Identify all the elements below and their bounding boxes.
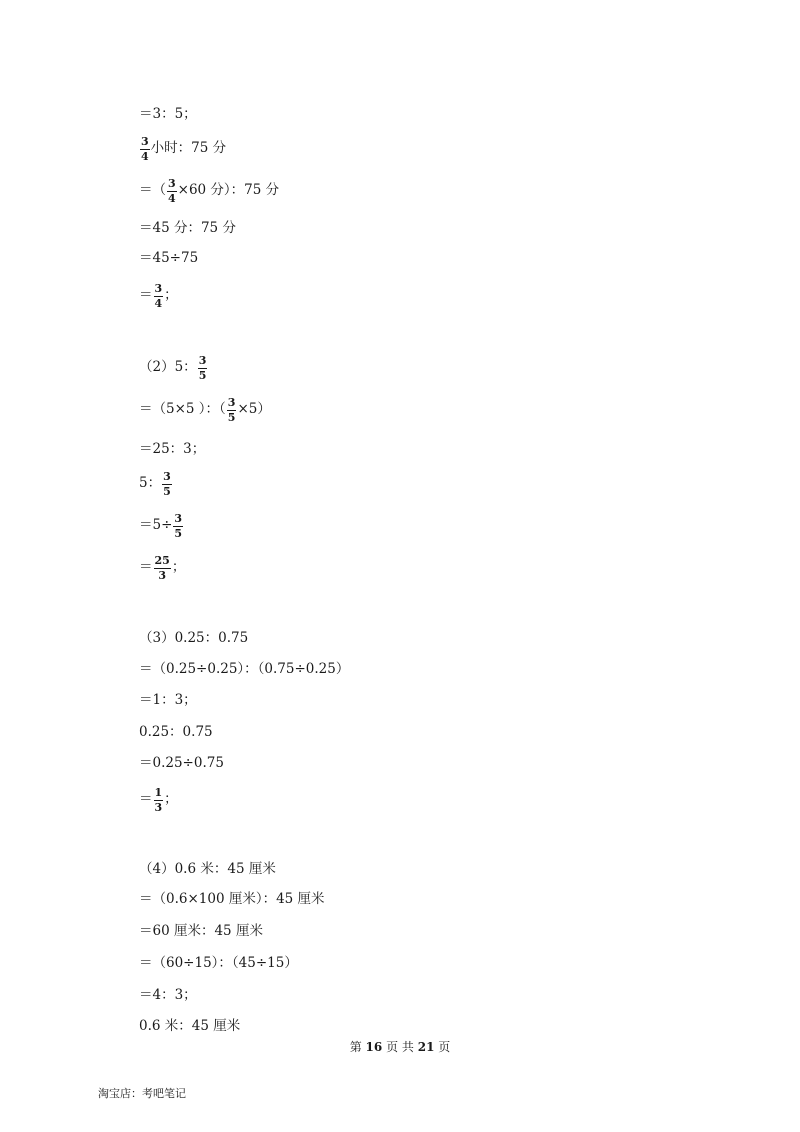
step-line: ＝45 分：75 分 — [139, 220, 236, 236]
fraction: $\frac{3}{5}$ — [174, 512, 183, 540]
shop-label: 淘宝店：考吧笔记 — [98, 1087, 186, 1100]
step-line: ＝1：3； — [139, 692, 197, 708]
step-line: ＝（5×5 ）：（ $\frac{3}{5}$ ×5） — [139, 396, 271, 424]
fraction: $\frac{3}{4}$ — [154, 282, 163, 310]
step-line: （2）5： $\frac{3}{5}$ — [139, 354, 207, 382]
fraction: $\frac{25}{3}$ — [154, 554, 170, 582]
step-line: ＝3：5； — [139, 106, 197, 122]
step-line: 0.6 米：45 厘米 — [139, 1018, 241, 1034]
step-line: ＝ $\frac{3}{4}$ ； — [139, 282, 178, 310]
step-line: ＝4：3； — [139, 987, 197, 1003]
step-line: ＝25：3； — [139, 441, 206, 457]
step-line: ＝0.25÷0.75 — [139, 755, 224, 771]
step-line: （4）0.6 米：45 厘米 — [139, 861, 276, 877]
step-line: ＝ $\frac{1}{3}$ ； — [139, 786, 178, 814]
total-pages: 21 — [417, 1040, 435, 1054]
step-line: ＝45÷75 — [139, 250, 199, 266]
step-line: ＝（0.25÷0.25）：（0.75÷0.25） — [139, 661, 350, 677]
fraction: $\frac{3}{4}$ — [141, 135, 149, 163]
step-line: （3）0.25：0.75 — [139, 630, 249, 646]
step-line: ＝ $\frac{25}{3}$ ； — [139, 554, 186, 582]
step-line: 5： $\frac{3}{5}$ — [139, 470, 171, 498]
page-footer: 第 16 页 共 21 页 — [349, 1040, 451, 1054]
fraction: $\frac{3}{4}$ — [168, 177, 176, 205]
step-line: ＝（0.6×100 厘米）：45 厘米 — [139, 891, 325, 907]
step-line: 0.25：0.75 — [139, 724, 213, 740]
fraction: $\frac{3}{5}$ — [163, 470, 171, 498]
fraction: $\frac{3}{5}$ — [198, 354, 207, 382]
current-page: 16 — [365, 1040, 383, 1054]
step-line: ＝（60÷15）：（45÷15） — [139, 955, 298, 971]
step-line: ＝5÷ $\frac{3}{5}$ — [139, 512, 183, 540]
fraction: $\frac{1}{3}$ — [154, 786, 163, 814]
step-line: ＝60 厘米：45 厘米 — [139, 923, 263, 939]
step-line: ＝（ $\frac{3}{4}$ ×60 分）：75 分 — [139, 177, 280, 205]
step-line: $\frac{3}{4}$ 小时：75 分 — [141, 135, 227, 163]
fraction: $\frac{3}{5}$ — [227, 396, 236, 424]
